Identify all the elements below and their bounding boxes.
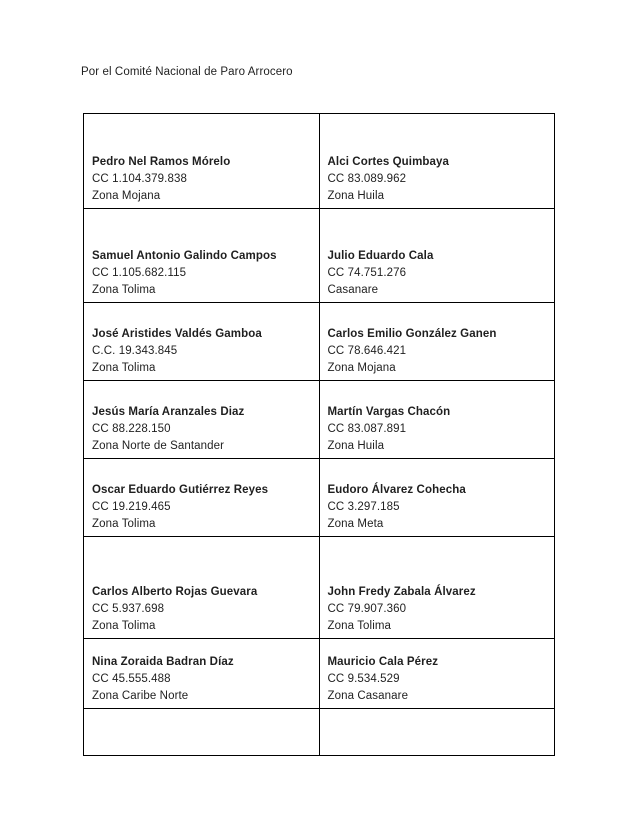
signer-cell xyxy=(84,114,320,209)
signer-zone: Zona Tolima xyxy=(92,284,156,296)
signer-name: Julio Eduardo Cala xyxy=(327,250,434,262)
signer-zone: Zona Meta xyxy=(327,518,384,530)
signer-zone: Zona Norte de Santander xyxy=(92,440,225,452)
signer-cell xyxy=(319,537,555,639)
signer-cell xyxy=(319,459,555,537)
signer-name: Samuel Antonio Galindo Campos xyxy=(92,250,277,262)
signer-cc: CC 19.219.465 xyxy=(92,501,171,513)
signer-zone: Zona Huila xyxy=(327,440,385,452)
signer-cell xyxy=(84,639,320,709)
table-row xyxy=(84,709,555,756)
signer-cc: CC 1.105.682.115 xyxy=(92,267,187,279)
signer-name: Jesús María Aranzales Diaz xyxy=(92,406,245,418)
signer-name: Carlos Emilio González Ganen xyxy=(327,328,497,340)
signer-cell xyxy=(319,209,555,303)
signers-table xyxy=(83,113,555,756)
signer-zone: Zona Tolima xyxy=(327,620,392,632)
signer-cell xyxy=(319,114,555,209)
signer-cell xyxy=(319,639,555,709)
table-row xyxy=(84,537,555,639)
signer-zone: Zona Caribe Norte xyxy=(92,690,189,702)
table-row xyxy=(84,303,555,381)
signer-zone: Zona Mojana xyxy=(92,190,161,202)
signer-cc: CC 88.228.150 xyxy=(92,423,171,435)
signer-name: Nina Zoraida Badran Díaz xyxy=(92,656,234,668)
signer-cell xyxy=(84,209,320,303)
signers-table-body xyxy=(84,114,555,756)
signer-cc: CC 74.751.276 xyxy=(327,267,407,279)
empty-cell xyxy=(84,709,320,756)
signer-cell xyxy=(319,381,555,459)
table-row xyxy=(84,114,555,209)
signer-name: Mauricio Cala Pérez xyxy=(327,656,439,668)
signer-cc: CC 83.087.891 xyxy=(327,423,407,435)
signer-zone: Zona Casanare xyxy=(327,690,409,702)
empty-cell xyxy=(319,709,555,756)
signer-cell xyxy=(84,537,320,639)
signer-name: Oscar Eduardo Gutiérrez Reyes xyxy=(92,484,269,496)
signer-zone: Zona Huila xyxy=(327,190,385,202)
table-row xyxy=(84,459,555,537)
signer-zone: Zona Mojana xyxy=(327,362,396,374)
signer-cell xyxy=(84,303,320,381)
signer-zone: Zona Tolima xyxy=(92,620,156,632)
signer-name: Carlos Alberto Rojas Guevara xyxy=(92,586,258,598)
signer-cc: CC 45.555.488 xyxy=(92,673,171,685)
signer-cc: C.C. 19.343.845 xyxy=(92,345,178,357)
signer-cc: CC 79.907.360 xyxy=(327,603,407,615)
signer-cell xyxy=(84,459,320,537)
signer-name: Martín Vargas Chacón xyxy=(327,406,451,418)
signer-name: Alci Cortes Quimbaya xyxy=(327,156,450,168)
signer-cc: CC 5.937.698 xyxy=(92,603,165,615)
table-row xyxy=(84,381,555,459)
signer-cc: CC 9.534.529 xyxy=(327,673,400,685)
signer-zone: Zona Tolima xyxy=(92,518,156,530)
signer-cc: CC 78.646.421 xyxy=(327,345,407,357)
signer-name: Eudoro Álvarez Cohecha xyxy=(327,484,466,496)
signer-cc: CC 83.089.962 xyxy=(327,173,407,185)
signer-cc: CC 1.104.379.838 xyxy=(92,173,187,185)
table-row xyxy=(84,209,555,303)
signer-cell xyxy=(84,381,320,459)
signer-zone: Casanare xyxy=(327,284,379,296)
signer-name: John Fredy Zabala Álvarez xyxy=(327,586,476,598)
signer-cell xyxy=(319,303,555,381)
committee-heading: Por el Comité Nacional de Paro Arrocero xyxy=(81,66,293,78)
signer-name: José Aristides Valdés Gamboa xyxy=(92,328,262,340)
signer-zone: Zona Tolima xyxy=(92,362,156,374)
table-row xyxy=(84,639,555,709)
signer-name: Pedro Nel Ramos Mórelo xyxy=(92,156,231,168)
signer-cc: CC 3.297.185 xyxy=(327,501,400,513)
